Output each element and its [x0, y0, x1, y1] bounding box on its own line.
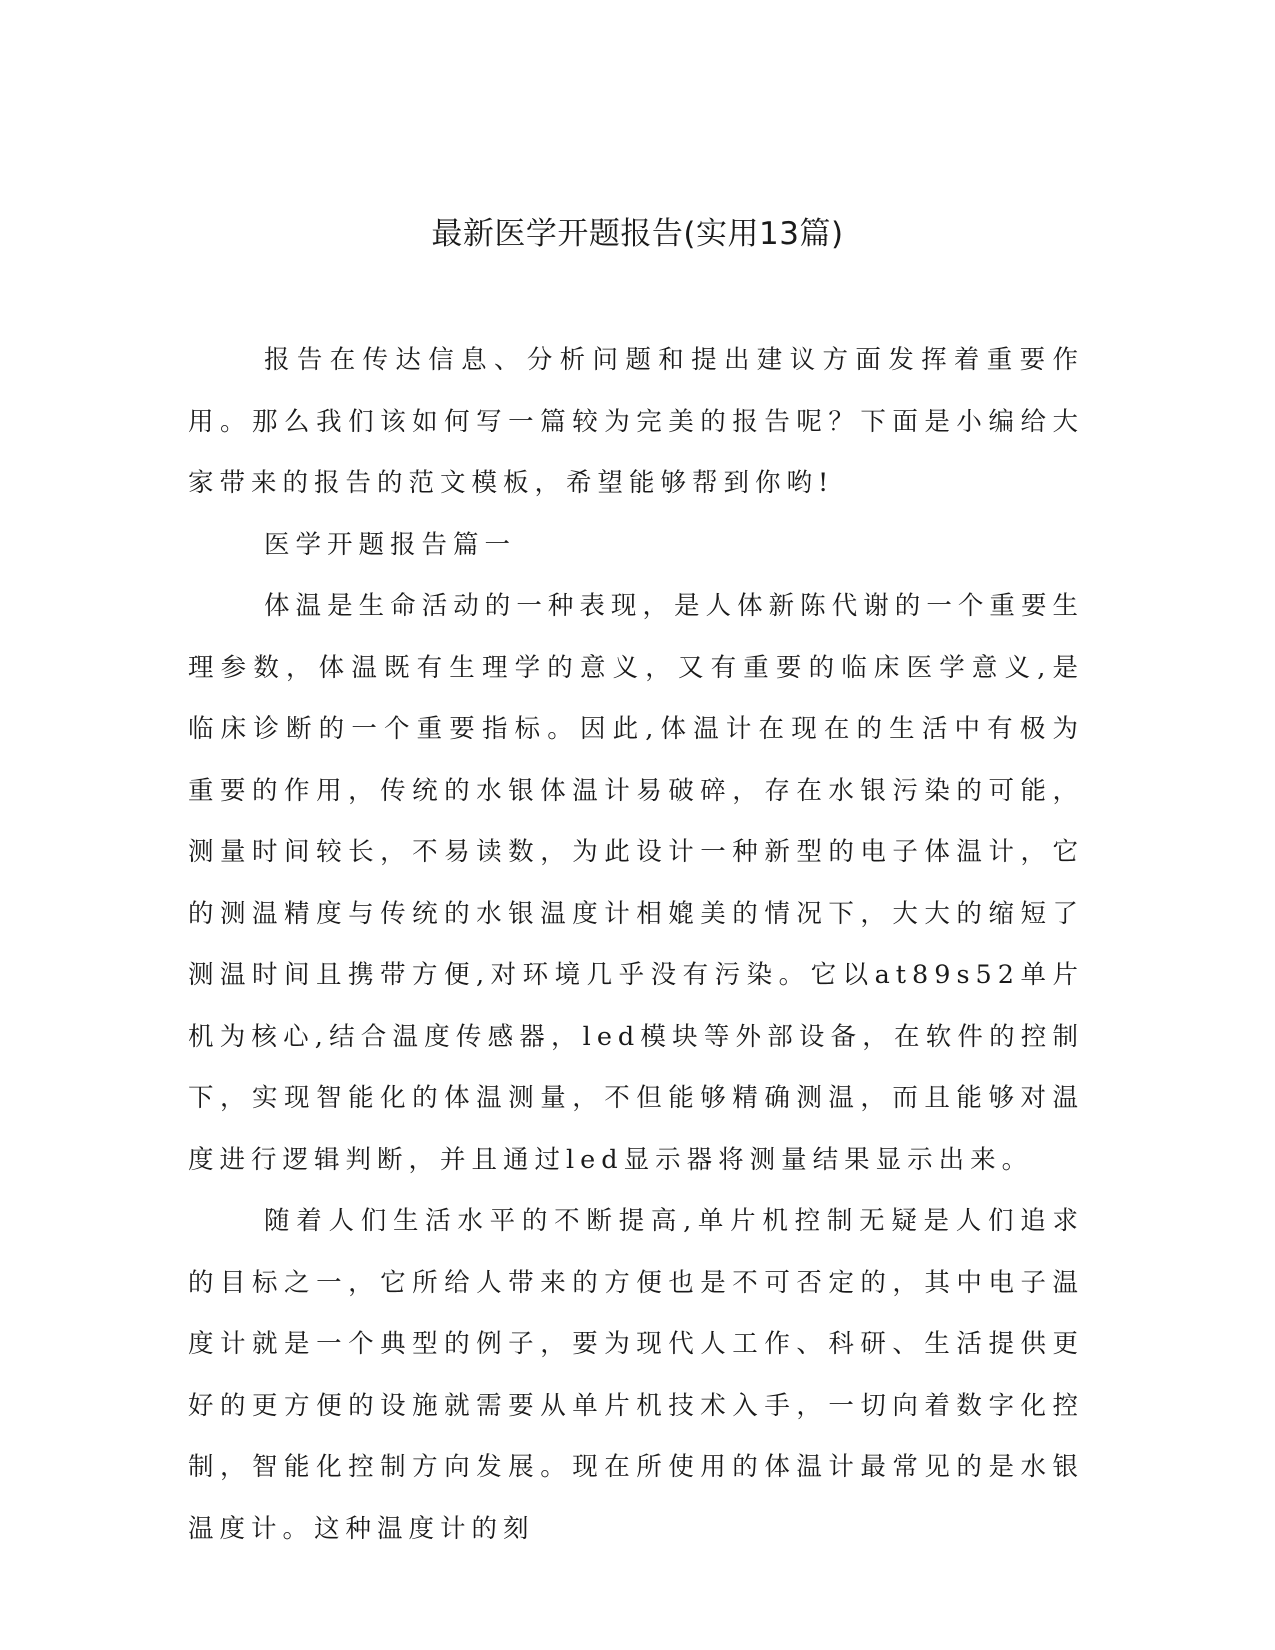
- paragraph-body-2: 随着人们生活水平的不断提高,单片机控制无疑是人们追求的目标之一，它所给人带来的方便也是不可否定的，其中电子温度计就是一个典型的例子，要为现代人工作、科研、生活提供更好的更方便的设施就需要从单片机技术入手，一切向着数字化控制，智能化控制方向发展。现在所使用的体温计最常见的是水银温度计。这种温度计的刻: [188, 1206, 1084, 1544]
- paragraph-body-1: 体温是生命活动的一种表现，是人体新陈代谢的一个重要生理参数，体温既有生理学的意义，又有重要的临床医学意义,是临床诊断的一个重要指标。因此,体温计在现在的生活中有极为重要的作用，传统的水银体温计易破碎，存在水银污染的可能，测量时间较长，不易读数，为此设计一种新型的电子体温计，它的测温精度与传统的水银温度计相媲美的情况下，大大的缩短了测温时间且携带方便,对环境几乎没有污染。它以at89s52单片机为核心,结合温度传感器，led模块等外部设备，在软件的控制下，实现智能化的体温测量，不但能够精确测温，而且能够对温度进行逻辑判断，并且通过led显示器将测量结果显示出来。: [188, 591, 1084, 1175]
- paragraph-intro: 报告在传达信息、分析问题和提出建议方面发挥着重要作用。那么我们该如何写一篇较为完美的报告呢？下面是小编给大家带来的报告的范文模板，希望能够帮到你哟!: [188, 345, 1084, 498]
- document-body: [188, 330, 1084, 1560]
- document-title: 最新医学开题报告(实用13篇): [431, 216, 844, 252]
- section-heading: 医学开题报告篇一: [264, 529, 517, 560]
